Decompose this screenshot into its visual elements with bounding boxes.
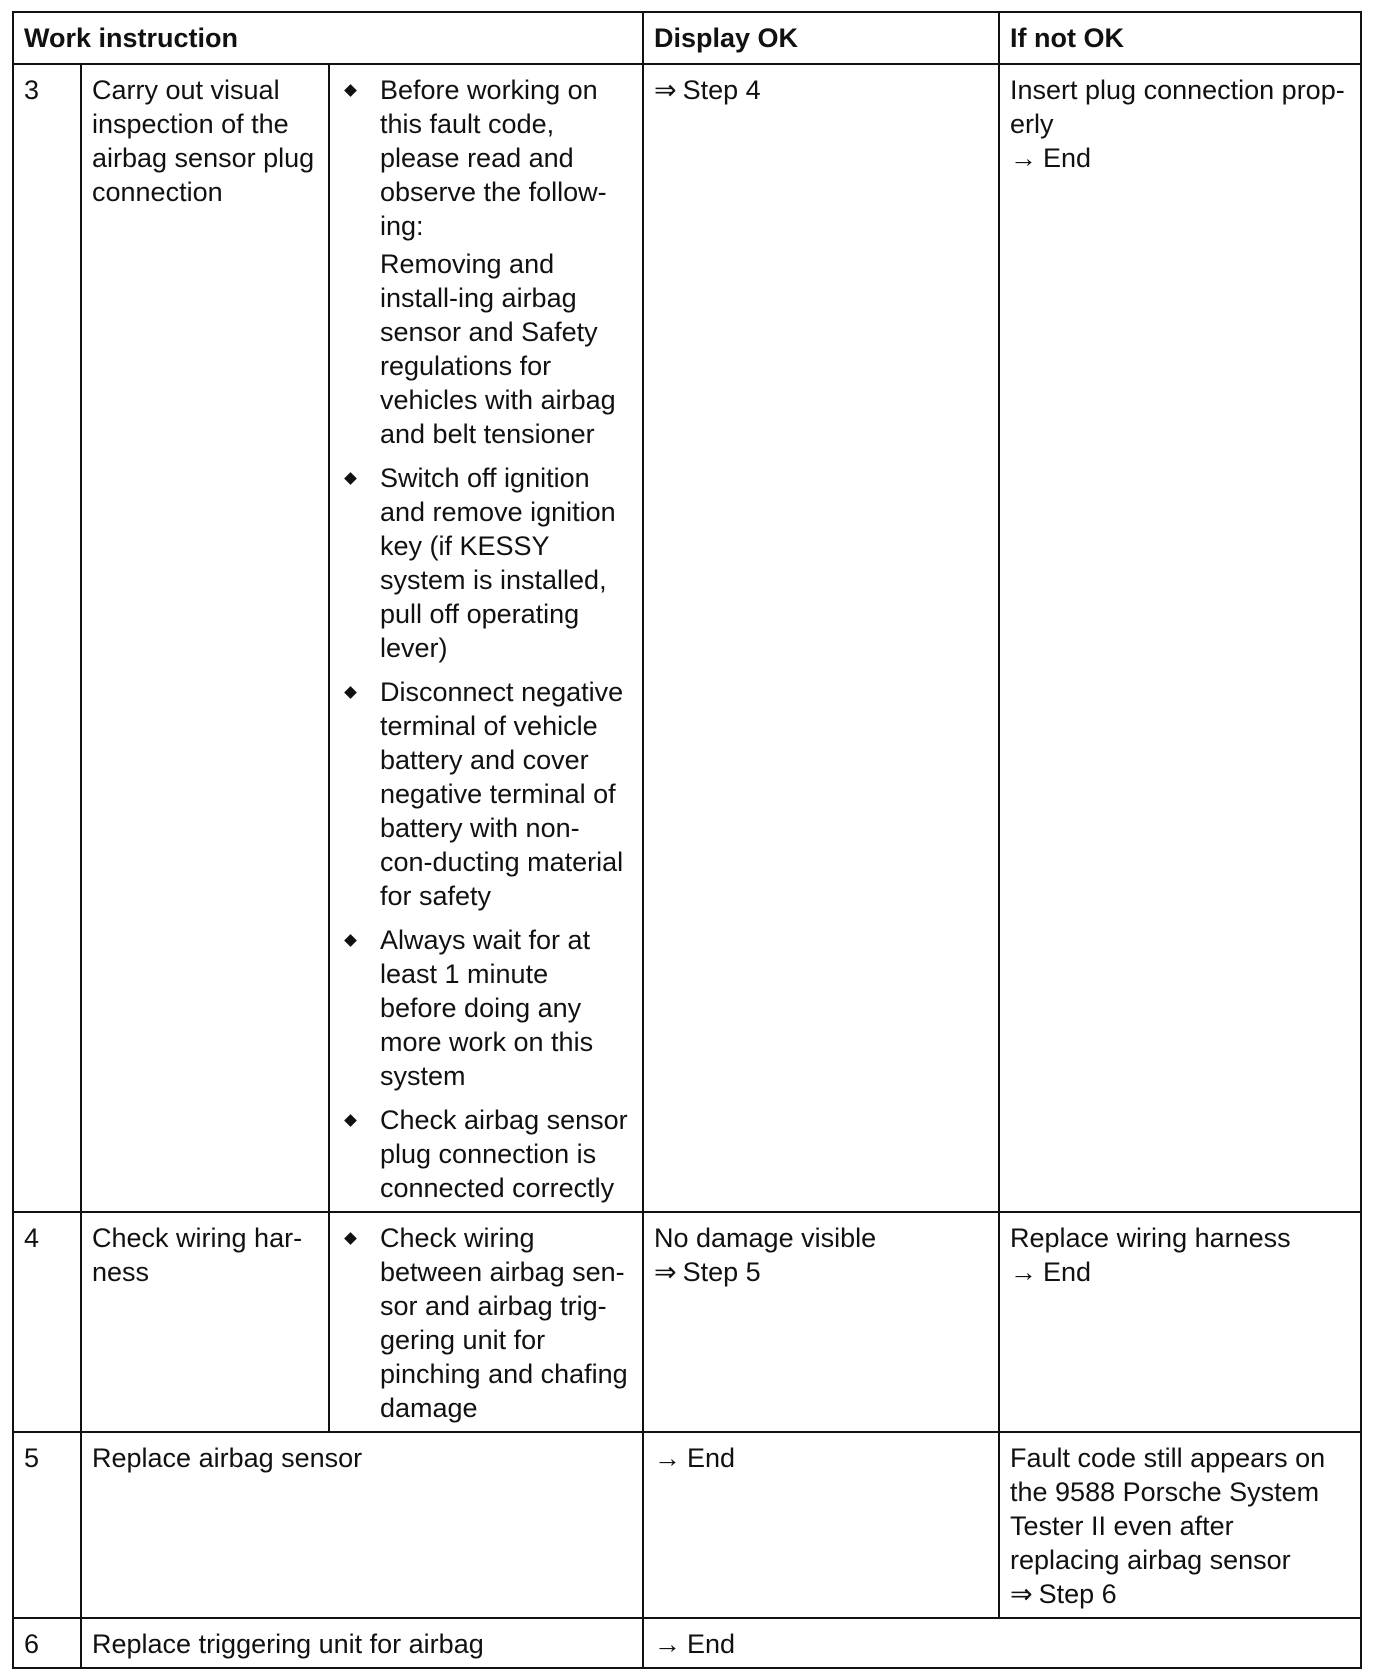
diamond-bullet-icon xyxy=(344,934,357,947)
list-item xyxy=(340,675,632,913)
arrow-right-icon: → xyxy=(654,1443,681,1473)
header-if-not-ok: If not OK xyxy=(999,12,1361,64)
instruction-text: Replace triggering unit for airbag xyxy=(81,1618,643,1668)
instruction-details xyxy=(329,64,643,1212)
table-row xyxy=(13,64,1361,1212)
instruction-text: Check wiring har-ness xyxy=(81,1212,329,1432)
if-not-ok-cell xyxy=(999,64,1361,1212)
detail-text: Check wiring between airbag sen-sor and airbag trig-gering unit for pinching and chafing damage xyxy=(380,1223,628,1423)
display-ok-cell xyxy=(643,1618,1361,1668)
if-not-ok-cell xyxy=(999,1432,1361,1618)
step-number: 5 xyxy=(13,1432,81,1618)
table-row xyxy=(13,1212,1361,1432)
detail-text: Disconnect negative terminal of vehicle battery and cover negative terminal of battery with non-con-ducting material for safety xyxy=(380,677,624,911)
diamond-bullet-icon xyxy=(344,472,357,485)
double-arrow-icon: ⇒ xyxy=(1010,1579,1033,1609)
if-not-ok-target: End xyxy=(1043,143,1092,173)
detail-text: Check airbag sensor plug connection is connected correctly xyxy=(380,1105,628,1203)
step-number: 6 xyxy=(13,1618,81,1668)
list-item xyxy=(340,1103,632,1205)
arrow-right-icon: → xyxy=(1010,1257,1037,1287)
diamond-bullet-icon xyxy=(344,1114,357,1127)
display-ok-target: End xyxy=(687,1443,736,1473)
detail-text: Before working on this fault code, please read and observe the follow-ing: xyxy=(380,75,607,241)
if-not-ok-text: Insert plug connection prop-erly xyxy=(1010,75,1345,139)
if-not-ok-target: End xyxy=(1043,1257,1092,1287)
arrow-right-icon: → xyxy=(654,1629,681,1659)
display-ok-cell xyxy=(643,1212,999,1432)
table-row xyxy=(13,1618,1361,1668)
if-not-ok-text: Replace wiring harness xyxy=(1010,1223,1291,1253)
instruction-text: Replace airbag sensor xyxy=(81,1432,643,1618)
double-arrow-icon: ⇒ xyxy=(654,1257,677,1287)
if-not-ok-cell xyxy=(999,1212,1361,1432)
list-item xyxy=(340,461,632,665)
diamond-bullet-icon xyxy=(344,1232,357,1245)
work-instruction-table xyxy=(12,11,1362,1669)
table-row xyxy=(13,1432,1361,1618)
header-row xyxy=(13,12,1361,64)
diamond-bullet-icon xyxy=(344,84,357,97)
display-ok-target: Step 5 xyxy=(682,1257,761,1287)
if-not-ok-text: Fault code still appears on the 9588 Porsche System Tester II even after replacing airbag sensor xyxy=(1010,1443,1326,1575)
instruction-text: Carry out visual inspection of the airbag sensor plug connection xyxy=(81,64,329,1212)
display-ok-cell xyxy=(643,64,999,1212)
list-item xyxy=(340,73,632,451)
if-not-ok-target: Step 6 xyxy=(1038,1579,1117,1609)
list-item xyxy=(340,1221,632,1425)
display-ok-cell xyxy=(643,1432,999,1618)
instruction-details xyxy=(329,1212,643,1432)
list-item xyxy=(340,923,632,1093)
detail-note: Removing and install-ing airbag sensor and Safety regulations for vehicles with airbag and belt tensioner xyxy=(380,249,616,449)
header-display-ok: Display OK xyxy=(643,12,999,64)
step-number: 4 xyxy=(13,1212,81,1432)
detail-text: Switch off ignition and remove ignition key (if KESSY system is installed, pull off operating lever) xyxy=(380,463,616,663)
detail-text: Always wait for at least 1 minute before doing any more work on this system xyxy=(380,925,594,1091)
header-work-instruction: Work instruction xyxy=(13,12,643,64)
step-number: 3 xyxy=(13,64,81,1212)
diamond-bullet-icon xyxy=(344,686,357,699)
double-arrow-icon: ⇒ xyxy=(654,75,677,105)
display-ok-target: End xyxy=(687,1629,736,1659)
display-ok-target: Step 4 xyxy=(682,75,761,105)
arrow-right-icon: → xyxy=(1010,143,1037,173)
display-ok-text: No damage visible xyxy=(654,1223,877,1253)
